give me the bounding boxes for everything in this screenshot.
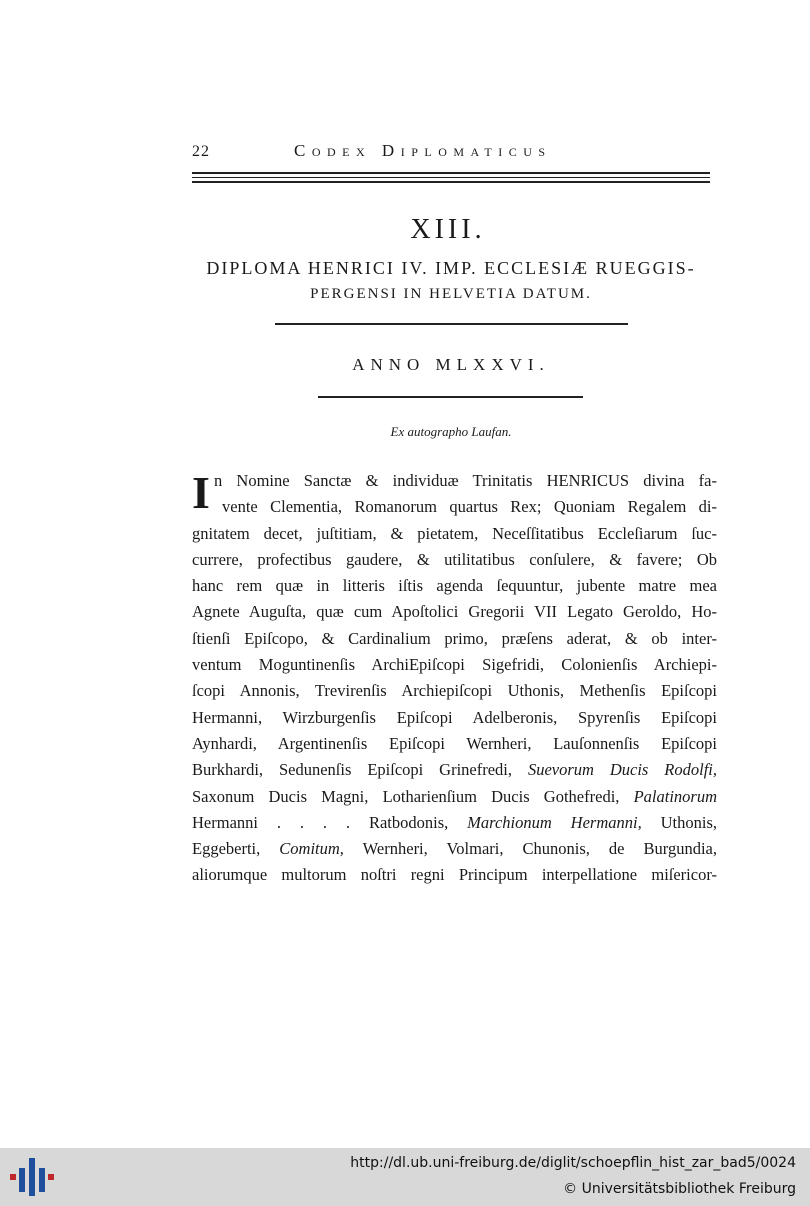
- header-rule: [192, 177, 710, 178]
- ub-freiburg-logo-icon[interactable]: [10, 1156, 54, 1198]
- text-segment: Hermanni . . . . Ratbodonis,: [192, 812, 449, 832]
- permalink-url[interactable]: http://dl.ub.uni-freiburg.de/diglit/schoepflin_hist_zar_bad5/0024: [350, 1155, 796, 1171]
- text-line: Agnete Auguſta, quæ cum Apoſtolici Gregorii VII Legato Geroldo, Ho-: [192, 602, 717, 622]
- page-number: 22: [192, 143, 210, 160]
- title-rule: [275, 323, 628, 325]
- copyright-notice: © Universitätsbibliothek Freiburg: [563, 1181, 796, 1197]
- text-line: [192, 757, 717, 783]
- text-segment: Uthonis,: [660, 812, 718, 832]
- running-head: [192, 141, 710, 163]
- text-line: Aynhardi, Argentinenſis Epiſcopi Wernheri, Lauſonnenſis Epiſcopi: [192, 733, 717, 753]
- source-note: Ex autographo Laufan.: [390, 424, 512, 439]
- text-segment: Burkhardi, Sedunenſis Epiſcopi Grinefredi,: [192, 760, 512, 780]
- document-title-line: PERGENSI IN HELVETIA DATUM.: [310, 286, 592, 302]
- document-number: XIII.: [410, 214, 486, 245]
- text-line: [192, 836, 717, 862]
- text-line: Hermanni, Wirzburgenſis Epiſcopi Adelberonis, Spyrenſis Epiſcopi: [192, 707, 717, 727]
- text-line: ſtienſi Epiſcopo, & Cardinalium primo, præſens aderat, & ob inter-: [192, 628, 717, 648]
- text-line: vente Clementia, Romanorum quartus Rex; Quoniam Regalem di-: [222, 497, 717, 517]
- text-line: ventum Moguntinenſis ArchiEpiſcopi Sigefridi, Colonienſis Archiepi-: [192, 655, 717, 675]
- text-line: gnitatem decet, juſtitiam, & pietatem, Neceſſitatibus Eccleſiarum ſuc-: [192, 523, 717, 543]
- text-line: [192, 784, 717, 810]
- running-title: Codex Diplomaticus: [294, 141, 552, 160]
- text-line: n Nomine Sanctæ & individuæ Trinitatis HENRICUS divina fa-: [214, 471, 717, 490]
- italic-segment: Suevorum Ducis Rodolfi,: [527, 760, 717, 780]
- text-line: currere, profectibus gaudere, & utilitatibus conſulere, & favere; Ob: [192, 549, 717, 569]
- viewer-footer: [0, 1148, 810, 1206]
- italic-segment: Palatinorum: [633, 786, 718, 806]
- charter-text: [192, 468, 717, 889]
- anno-rule: [318, 396, 583, 398]
- text-line: hanc rem quæ in litteris iſtis agenda ſequuntur, jubente matre mea: [192, 576, 717, 596]
- text-line: [192, 810, 717, 836]
- text-segment: Eggeberti,: [192, 839, 261, 859]
- anno-heading: ANNO MLXXVI.: [352, 355, 550, 374]
- header-rule: [192, 181, 710, 183]
- header-rule: [192, 172, 710, 174]
- drop-cap: I: [192, 467, 210, 518]
- text-line: aliorumque multorum noſtri regni Principum interpellatione miſericor-: [192, 865, 717, 885]
- text-segment: Wernheri, Volmari, Chunonis, de Burgundia,: [362, 839, 718, 859]
- text-line: ſcopi Annonis, Trevirenſis Archiepiſcopi Uthonis, Methenſis Epiſcopi: [192, 681, 717, 701]
- document-title-line: DIPLOMA HENRICI IV. IMP. ECCLESIÆ RUEGGIS-: [206, 258, 696, 278]
- italic-segment: Comitum,: [279, 839, 344, 859]
- italic-segment: Marchionum Hermanni,: [467, 812, 642, 832]
- text-segment: Saxonum Ducis Magni, Lotharienſium Ducis Gothefredi,: [192, 786, 620, 806]
